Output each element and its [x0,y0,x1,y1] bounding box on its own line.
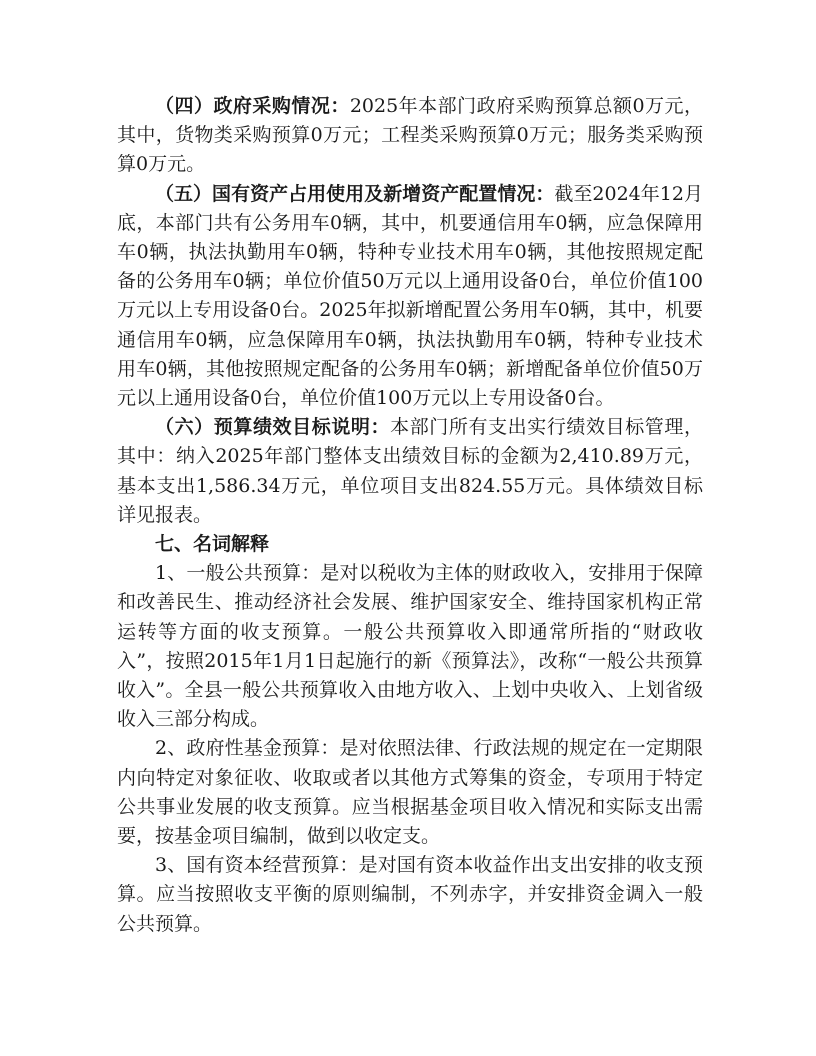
paragraph-text: 截至2024年12月底，本部门共有公务用车0辆，其中，机要通信用车0辆，应急保障用车0辆，执法执勤用车0辆，特种专业技术用车0辆，其他按照规定配备的公务用车0辆；单位价值50万元以上通用设备0台，单位价值100万元以上专用设备0台。2025年拟新增配置公务用车0辆，其中，机要通信用车0辆，应急保障用车0辆，执法执勤用车0辆，特种专业技术用车0辆，其他按照规定配备的公务用车0辆；新增配备单位价值50万元以上通用设备0台，单位价值100万元以上专用设备0台。 [117,182,703,410]
section-heading-glossary: 七、名词解释 [155,533,270,556]
definition-government-fund-budget: 2、政府性基金预算：是对依照法律、行政法规的规定在一定期限内向特定对象征收、收取或者以其他方式筹集的资金，专项用于特定公共事业发展的收支预算。应当根据基金项目收入情况和实际支出需要，按基金项目编制，做到以收定支。 [117,737,703,848]
paragraph-performance-goals [117,413,703,530]
paragraph-state-assets [117,180,703,414]
paragraph-text: 2025年本部门政府采购预算总额0万元，其中，货物类采购预算0万元；工程类采购预算0万元；服务类采购预算0万元。 [117,95,703,176]
definition-state-capital-budget: 3、国有资本经营预算：是对国有资本收益作出支出安排的收支预算。应当按照收支平衡的原则编制，不列赤字，并安排资金调入一般公共预算。 [117,854,703,935]
paragraph-lead: （四）政府采购情况： [155,95,350,117]
paragraph-text: 本部门所有支出实行绩效目标管理，其中：纳入2025年部门整体支出绩效目标的金额为2,410.89万元，基本支出1,586.34万元，单位项目支出824.55万元。具体绩效目标详见报表。 [117,416,703,526]
paragraph-lead: （五）国有资产占用使用及新增资产配置情况： [155,182,555,205]
paragraph-lead: （六）预算绩效目标说明： [155,416,391,439]
definition-general-public-budget: 1、一般公共预算：是对以税收为主体的财政收入，安排用于保障和改善民生、推动经济社会发展、维护国家安全、维持国家机构正常运转等方面的收支预算。一般公共预算收入即通常所指的“财政收入”，按照2015年1月1日起施行的新《预算法》，改称“一般公共预算收入”。全县一般公共预算收入由地方收入、上划中央收入、上划省级收入三部分构成。 [117,562,703,731]
document-body [117,92,703,939]
paragraph-government-procurement [117,92,703,180]
